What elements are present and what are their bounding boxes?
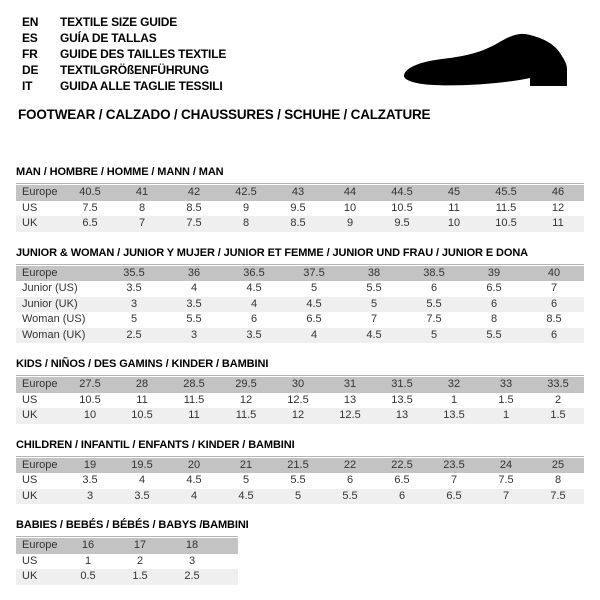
size-cell: 10.5: [376, 201, 428, 217]
size-table-wrap: [16, 536, 238, 585]
size-cell: 5: [344, 297, 404, 313]
size-cell: 4: [224, 297, 284, 313]
size-cell: 6: [224, 312, 284, 328]
size-cell: 2.5: [166, 569, 218, 585]
size-cell: 4.5: [220, 489, 272, 505]
filler-cell: [218, 569, 238, 585]
dress-shoe-icon: [398, 28, 578, 98]
size-cell: 5.5: [272, 473, 324, 489]
size-cell: 7: [524, 281, 584, 297]
size-row: [16, 489, 584, 505]
section-title: BABIES / BEBÉS / BÉBÉS / BABYS /BAMBINI: [16, 519, 249, 531]
size-cell: 10: [64, 408, 116, 424]
size-cell: 4.5: [344, 328, 404, 344]
size-row: [16, 393, 584, 409]
size-cell: 10: [324, 201, 376, 217]
size-cell: 7: [480, 489, 532, 505]
size-cell: 25: [532, 458, 584, 474]
size-row: [16, 281, 584, 297]
size-table: [16, 458, 584, 505]
size-cell: 7.5: [480, 473, 532, 489]
size-cell: 5.5: [464, 328, 524, 344]
size-cell: 6: [404, 281, 464, 297]
size-cell: 29.5: [220, 377, 272, 393]
size-table-wrap: [16, 183, 584, 232]
size-cell: 5: [104, 312, 164, 328]
size-section: [16, 519, 584, 585]
size-cell: 28.5: [168, 377, 220, 393]
size-cell: 31.5: [376, 377, 428, 393]
language-title: GUÍA DE TALLAS: [60, 31, 157, 45]
row-label: Woman (UK): [16, 328, 104, 344]
row-label: Junior (US): [16, 281, 104, 297]
size-row: [16, 216, 584, 232]
size-cell: 28: [116, 377, 168, 393]
size-cell: 5: [272, 489, 324, 505]
size-cell: 22: [324, 458, 376, 474]
size-cell: 5.5: [324, 489, 376, 505]
size-cell: 6: [524, 297, 584, 313]
size-cell: 3: [166, 554, 218, 570]
size-cell: 8: [116, 201, 168, 217]
size-section: [16, 166, 584, 232]
size-row: [16, 473, 584, 489]
size-cell: 19: [64, 458, 116, 474]
size-cell: 44: [324, 185, 376, 201]
size-cell: 5: [284, 281, 344, 297]
language-code: EN: [22, 15, 39, 29]
size-cell: 1.5: [480, 393, 532, 409]
size-cell: 40.5: [64, 185, 116, 201]
size-section: [16, 439, 584, 505]
row-label: UK: [16, 489, 64, 505]
size-cell: 30: [272, 377, 324, 393]
size-row: [16, 328, 584, 344]
size-cell: 17: [114, 538, 166, 554]
size-cell: 21: [220, 458, 272, 474]
size-cell: 7.5: [404, 312, 464, 328]
size-cell: 12: [532, 201, 584, 217]
size-cell: 7: [428, 473, 480, 489]
size-cell: 4: [164, 281, 224, 297]
size-row: [16, 554, 238, 570]
size-cell: 1.5: [114, 569, 166, 585]
size-cell: 3: [64, 489, 116, 505]
size-cell: 4: [284, 328, 344, 344]
row-label: Junior (UK): [16, 297, 104, 313]
size-cell: 22.5: [376, 458, 428, 474]
size-cell: 11: [532, 216, 584, 232]
size-cell: 4.5: [284, 297, 344, 313]
size-cell: 23.5: [428, 458, 480, 474]
size-cell: 37.5: [284, 266, 344, 282]
size-cell: 46: [532, 185, 584, 201]
size-cell: 13: [376, 408, 428, 424]
language-code: ES: [22, 31, 38, 45]
size-cell: 18: [166, 538, 218, 554]
size-cell: 9: [324, 216, 376, 232]
size-cell: 9.5: [376, 216, 428, 232]
filler-cell: [218, 538, 238, 554]
size-cell: 8: [532, 473, 584, 489]
size-cell: 8.5: [272, 216, 324, 232]
size-cell: 6: [464, 297, 524, 313]
section-title: JUNIOR & WOMAN / JUNIOR Y MUJER / JUNIOR ET FEMME / JUNIOR UND FRAU / JUNIOR E DONA: [16, 246, 529, 259]
size-cell: 20: [168, 458, 220, 474]
size-cell: 10.5: [480, 216, 532, 232]
row-label: Europe: [16, 538, 62, 554]
size-cell: 1: [62, 554, 114, 570]
size-cell: 13.5: [428, 408, 480, 424]
size-row: [16, 266, 584, 282]
size-cell: 6.5: [64, 216, 116, 232]
size-cell: 6: [524, 328, 584, 344]
language-title: GUIDA ALLE TAGLIE TESSILI: [60, 79, 223, 93]
size-cell: 6: [324, 473, 376, 489]
size-cell: 39: [464, 266, 524, 282]
size-cell: 3.5: [164, 297, 224, 313]
size-cell: 12.5: [272, 393, 324, 409]
language-title: GUIDE DES TAILLES TEXTILE: [60, 47, 227, 61]
size-cell: 8.5: [168, 201, 220, 217]
size-cell: 8.5: [524, 312, 584, 328]
language-title: TEXTILE SIZE GUIDE: [60, 15, 178, 29]
size-cell: 33: [480, 377, 532, 393]
size-tables: [16, 166, 584, 585]
size-cell: 21.5: [272, 458, 324, 474]
section-title: MAN / HOMBRE / HOMME / MANN / MAN: [16, 166, 224, 178]
size-cell: 2: [532, 393, 584, 409]
size-cell: 11: [116, 393, 168, 409]
size-cell: 8: [220, 216, 272, 232]
size-cell: 4.5: [224, 281, 284, 297]
size-cell: 0.5: [62, 569, 114, 585]
size-cell: 27.5: [64, 377, 116, 393]
size-cell: 33.5: [532, 377, 584, 393]
category-title: FOOTWEAR / CALZADO / CHAUSSURES / SCHUHE / CALZATURE: [18, 107, 431, 122]
row-label: UK: [16, 408, 64, 424]
size-cell: 43: [272, 185, 324, 201]
size-cell: 31: [324, 377, 376, 393]
size-cell: 13: [324, 393, 376, 409]
size-cell: 45: [428, 185, 480, 201]
size-section: [16, 358, 584, 424]
size-cell: 8: [464, 312, 524, 328]
size-cell: 42.5: [220, 185, 272, 201]
size-row: [16, 312, 584, 328]
size-cell: 19.5: [116, 458, 168, 474]
size-row: [16, 185, 584, 201]
size-cell: 38.5: [404, 266, 464, 282]
size-cell: 3.5: [224, 328, 284, 344]
size-table: [16, 377, 584, 424]
language-title: TEXTILGRÖßENFÜHRUNG: [60, 63, 209, 77]
size-cell: 4: [116, 473, 168, 489]
size-cell: 12: [220, 393, 272, 409]
row-label: Europe: [16, 377, 64, 393]
size-cell: 11.5: [480, 201, 532, 217]
size-cell: 3: [164, 328, 224, 344]
size-cell: 7.5: [168, 216, 220, 232]
size-cell: 44.5: [376, 185, 428, 201]
size-cell: 6.5: [428, 489, 480, 505]
size-row: [16, 538, 238, 554]
size-cell: 9.5: [272, 201, 324, 217]
size-cell: 36: [164, 266, 224, 282]
size-row: [16, 297, 584, 313]
size-cell: 40: [524, 266, 584, 282]
size-cell: 10.5: [64, 393, 116, 409]
size-cell: 6.5: [376, 473, 428, 489]
language-code: IT: [22, 79, 33, 93]
size-cell: 11: [168, 408, 220, 424]
language-code: FR: [22, 47, 38, 61]
row-label: UK: [16, 216, 64, 232]
size-cell: 5.5: [404, 297, 464, 313]
size-cell: 11: [428, 201, 480, 217]
size-table: [16, 185, 584, 232]
size-cell: 7.5: [64, 201, 116, 217]
row-label: US: [16, 554, 62, 570]
size-row: [16, 408, 584, 424]
size-cell: 11.5: [220, 408, 272, 424]
size-cell: 38: [344, 266, 404, 282]
size-cell: 16: [62, 538, 114, 554]
size-row: [16, 458, 584, 474]
size-cell: 2: [114, 554, 166, 570]
size-cell: 5: [404, 328, 464, 344]
size-cell: 11.5: [168, 393, 220, 409]
size-cell: 41: [116, 185, 168, 201]
section-title: KIDS / NIÑOS / DES GAMINS / KINDER / BAMBINI: [16, 358, 269, 370]
size-cell: 3: [104, 297, 164, 313]
size-cell: 35.5: [104, 266, 164, 282]
size-cell: 2.5: [104, 328, 164, 344]
size-row: [16, 377, 584, 393]
row-label: US: [16, 201, 64, 217]
size-table: [16, 266, 584, 344]
size-cell: 6.5: [464, 281, 524, 297]
size-cell: 1: [480, 408, 532, 424]
size-table-wrap: [16, 264, 584, 344]
size-cell: 32: [428, 377, 480, 393]
size-cell: 5: [220, 473, 272, 489]
size-cell: 7.5: [532, 489, 584, 505]
size-cell: 13.5: [376, 393, 428, 409]
size-cell: 10: [428, 216, 480, 232]
size-cell: 24: [480, 458, 532, 474]
row-label: UK: [16, 569, 62, 585]
size-table-wrap: [16, 456, 584, 505]
size-cell: 5.5: [164, 312, 224, 328]
size-cell: 45.5: [480, 185, 532, 201]
size-cell: 9: [220, 201, 272, 217]
language-code: DE: [22, 63, 39, 77]
size-cell: 4: [168, 489, 220, 505]
size-cell: 6: [376, 489, 428, 505]
size-cell: 10.5: [116, 408, 168, 424]
size-cell: 7: [344, 312, 404, 328]
size-cell: 5.5: [344, 281, 404, 297]
size-cell: 12.5: [324, 408, 376, 424]
size-cell: 7: [116, 216, 168, 232]
size-cell: 3.5: [116, 489, 168, 505]
filler-cell: [218, 554, 238, 570]
size-cell: 12: [272, 408, 324, 424]
size-table: [16, 538, 238, 585]
size-table-wrap: [16, 375, 584, 424]
size-cell: 3.5: [64, 473, 116, 489]
row-label: US: [16, 473, 64, 489]
section-title: CHILDREN / INFANTIL / ENFANTS / KINDER / BAMBINI: [16, 438, 295, 451]
size-cell: 1.5: [532, 408, 584, 424]
size-cell: 6.5: [284, 312, 344, 328]
size-cell: 3.5: [104, 281, 164, 297]
row-label: Europe: [16, 185, 64, 201]
size-cell: 1: [428, 393, 480, 409]
row-label: Woman (US): [16, 312, 104, 328]
size-cell: 36.5: [224, 266, 284, 282]
size-row: [16, 569, 238, 585]
size-section: [16, 247, 584, 344]
size-cell: 4.5: [168, 473, 220, 489]
row-label: US: [16, 393, 64, 409]
page-header: [16, 14, 584, 122]
size-row: [16, 201, 584, 217]
size-cell: 42: [168, 185, 220, 201]
row-label: Europe: [16, 266, 104, 282]
row-label: Europe: [16, 458, 64, 474]
